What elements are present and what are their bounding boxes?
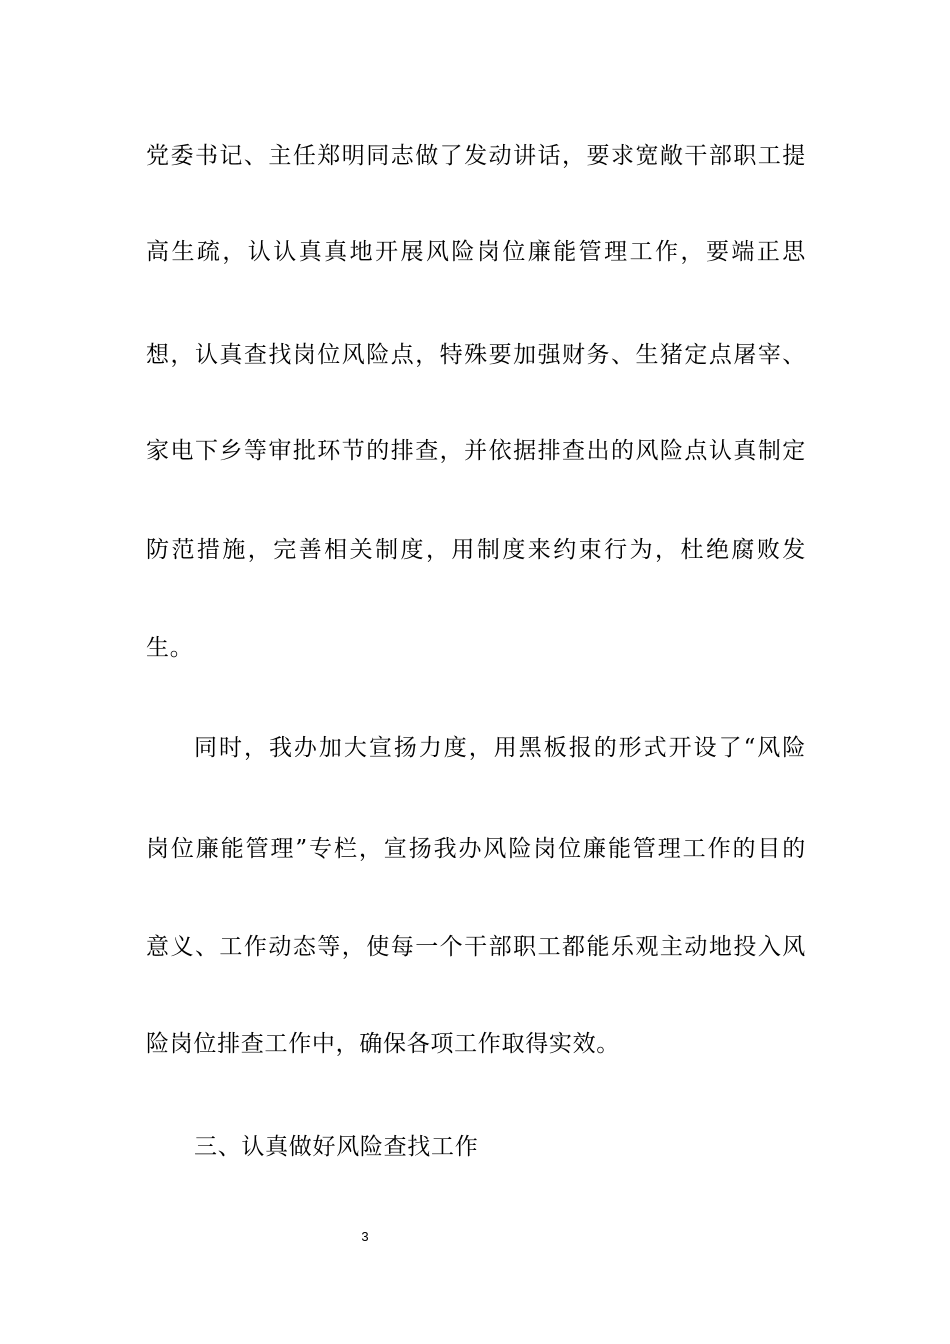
paragraph-line: 高生疏，认认真真地开展风险岗位廉能管理工作，要端正思 (146, 239, 806, 265)
paragraph-line: 意义、工作动态等，使每一个干部职工都能乐观主动地投入风 (146, 934, 806, 960)
section-heading: 三、认真做好风险查找工作 (194, 1134, 479, 1160)
paragraph-line: 险岗位排查工作中，确保各项工作取得实效。 (146, 1031, 620, 1057)
paragraph-line: 生。 (146, 635, 194, 661)
paragraph-line: 家电下乡等审批环节的排查，并依据排查出的风险点认真制定 (146, 438, 806, 464)
paragraph-line: 同时，我办加大宣扬力度，用黑板报的形式开设了“风险 (194, 735, 806, 761)
paragraph-line: 防范措施，完善相关制度，用制度来约束行为，杜绝腐败发 (146, 537, 806, 563)
paragraph-line: 党委书记、主任郑明同志做了发动讲话，要求宽敞干部职工提 (146, 143, 806, 169)
paragraph-line: 想，认真查找岗位风险点，特殊要加强财务、生猪定点屠宰、 (146, 342, 806, 368)
page-number: 3 (361, 1229, 369, 1244)
paragraph-line: 岗位廉能管理”专栏，宣扬我办风险岗位廉能管理工作的目的 (146, 836, 806, 862)
